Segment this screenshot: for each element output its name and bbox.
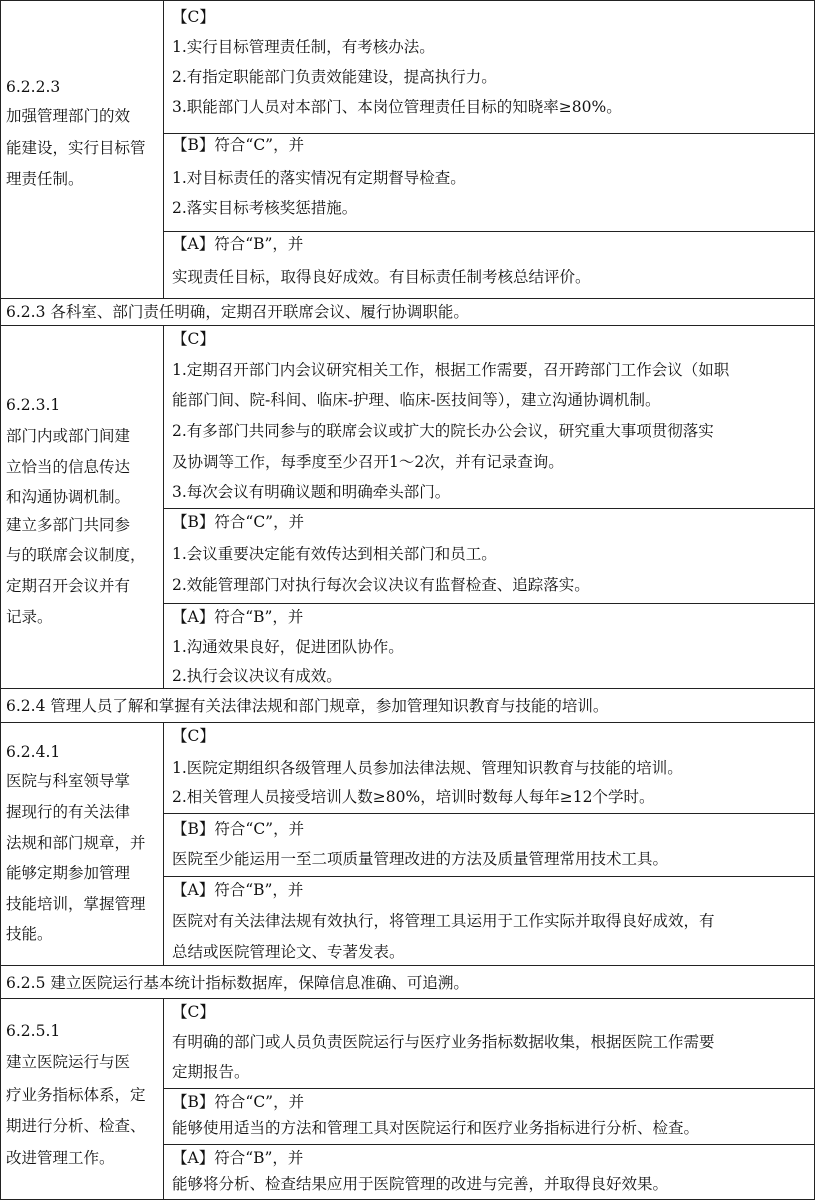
criterion-line: 能部门间、院-科间、临床-护理、临床-医技间等），建立沟通协调机制。 bbox=[172, 391, 661, 409]
item-description-line: 能建设，实行目标管 bbox=[6, 139, 146, 157]
criterion-line: 2.效能管理部门对执行每次会议决议有监督检查、追踪落实。 bbox=[172, 576, 590, 594]
table-rule bbox=[163, 325, 164, 688]
criterion-line: 能够使用适当的方法和管理工具对医院运行和医疗业务指标进行分析、检查。 bbox=[172, 1119, 700, 1137]
item-description-line: 能够定期参加管理 bbox=[6, 864, 131, 882]
criterion-line: 有明确的部门或人员负责医院运行与医疗业务指标数据收集，根据医院工作需要 bbox=[172, 1033, 715, 1051]
table-rule bbox=[163, 813, 815, 814]
section-heading: 6.2.4 管理人员了解和掌握有关法律法规和部门规章，参加管理知识教育与技能的培训。 bbox=[6, 697, 609, 715]
item-description-line: 定期召开会议并有 bbox=[6, 577, 131, 595]
table-rule bbox=[163, 876, 815, 877]
table-rule bbox=[0, 965, 815, 966]
table-rule bbox=[163, 1144, 815, 1145]
table-rule bbox=[0, 0, 815, 1]
item-description-line: 改进管理工作。 bbox=[6, 1149, 115, 1167]
item-code: 6.2.5.1 bbox=[6, 1022, 61, 1040]
item-description-line: 建立多部门共同参 bbox=[6, 516, 131, 534]
table-rule bbox=[163, 133, 815, 134]
criterion-line: 1.医院定期组织各级管理人员参加法律法规、管理知识教育与技能的培训。 bbox=[172, 759, 683, 777]
criterion-line: 3.每次会议有明确议题和明确牵头部门。 bbox=[172, 483, 451, 501]
grade-heading: 【C】 bbox=[172, 1003, 215, 1021]
table-rule bbox=[163, 998, 164, 1199]
item-code: 6.2.4.1 bbox=[6, 743, 61, 761]
table-rule bbox=[0, 325, 815, 326]
criterion-line: 能够将分析、检查结果应用于医院管理的改进与完善，并取得良好效果。 bbox=[172, 1175, 669, 1193]
grade-heading: 【B】符合“C”，并 bbox=[172, 1093, 305, 1111]
item-description-line: 技能。 bbox=[6, 925, 53, 943]
table-rule bbox=[163, 603, 815, 604]
grade-heading: 【A】符合“B”，并 bbox=[172, 1149, 304, 1167]
table-rule bbox=[0, 998, 815, 999]
criterion-line: 2.有多部门共同参与的联席会议或扩大的院长办公会议，研究重大事项贯彻落实 bbox=[172, 422, 714, 440]
criterion-line: 及协调等工作，每季度至少召开1～2次，并有记录查询。 bbox=[172, 453, 564, 471]
item-description-line: 握现行的有关法律 bbox=[6, 803, 131, 821]
table-rule bbox=[0, 688, 815, 689]
criterion-line: 2.相关管理人员接受培训人数≥80%，培训时数每人每年≥12个学时。 bbox=[172, 788, 655, 806]
item-description-line: 记录。 bbox=[6, 608, 53, 626]
criterion-line: 2.执行会议决议有成效。 bbox=[172, 667, 342, 685]
criterion-line: 1.定期召开部门内会议研究相关工作，根据工作需要，召开跨部门工作会议（如职 bbox=[172, 361, 730, 379]
grade-heading: 【C】 bbox=[172, 8, 215, 26]
criterion-line: 医院对有关法律法规有效执行，将管理工具运用于工作实际并取得良好成效，有 bbox=[172, 912, 715, 930]
item-description-line: 技能培训，掌握管理 bbox=[6, 895, 146, 913]
criterion-line: 2.有指定职能部门负责效能建设，提高执行力。 bbox=[172, 68, 497, 86]
table-rule bbox=[163, 231, 815, 232]
criterion-line: 1.实行目标管理责任制，有考核办法。 bbox=[172, 38, 435, 56]
table-rule bbox=[163, 722, 164, 965]
criterion-line: 总结或医院管理论文、专著发表。 bbox=[172, 943, 405, 961]
criterion-line: 1.沟通效果良好，促进团队协作。 bbox=[172, 638, 404, 656]
item-description-line: 立恰当的信息传达 bbox=[6, 458, 131, 476]
grade-heading: 【B】符合“C”，并 bbox=[172, 136, 305, 154]
section-heading: 6.2.3 各科室、部门责任明确，定期召开联席会议、履行协调职能。 bbox=[6, 303, 469, 321]
criterion-line: 1.会议重要决定能有效传达到相关部门和员工。 bbox=[172, 545, 497, 563]
criterion-line: 2.落实目标考核奖惩措施。 bbox=[172, 199, 358, 217]
item-description-line: 与的联席会议制度， bbox=[6, 546, 146, 564]
criterion-line: 实现责任目标，取得良好成效。有目标责任制考核总结评价。 bbox=[172, 268, 591, 286]
item-description-line: 部门内或部门间建 bbox=[6, 427, 131, 445]
table-rule bbox=[163, 0, 164, 298]
grade-heading: 【A】符合“B”，并 bbox=[172, 235, 304, 253]
item-description-line: 理责任制。 bbox=[6, 170, 84, 188]
table-rule bbox=[0, 298, 815, 299]
item-description-line: 期进行分析、检查、 bbox=[6, 1117, 146, 1135]
item-description-line: 法规和部门规章，并 bbox=[6, 834, 146, 852]
grade-heading: 【A】符合“B”，并 bbox=[172, 608, 304, 626]
item-description-line: 加强管理部门的效 bbox=[6, 107, 131, 125]
grade-heading: 【C】 bbox=[172, 727, 215, 745]
grade-heading: 【C】 bbox=[172, 330, 215, 348]
grade-heading: 【B】符合“C”，并 bbox=[172, 513, 305, 531]
grade-heading: 【A】符合“B”，并 bbox=[172, 881, 304, 899]
item-description-line: 医院与科室领导掌 bbox=[6, 772, 131, 790]
section-heading: 6.2.5 建立医院运行基本统计指标数据库，保障信息准确、可追溯。 bbox=[6, 974, 469, 992]
criterion-line: 医院至少能运用一至二项质量管理改进的方法及质量管理常用技术工具。 bbox=[172, 850, 669, 868]
table-rule bbox=[0, 0, 1, 1200]
criterion-line: 3.职能部门人员对本部门、本岗位管理责任目标的知晓率≥80%。 bbox=[172, 98, 622, 116]
grade-heading: 【B】符合“C”，并 bbox=[172, 820, 305, 838]
table-rule bbox=[163, 1088, 815, 1089]
table-rule bbox=[0, 722, 815, 723]
item-code: 6.2.3.1 bbox=[6, 396, 61, 414]
item-code: 6.2.2.3 bbox=[6, 78, 61, 96]
criterion-line: 定期报告。 bbox=[172, 1063, 250, 1081]
criterion-line: 1.对目标责任的落实情况有定期督导检查。 bbox=[172, 169, 466, 187]
item-description-line: 疗业务指标体系，定 bbox=[6, 1086, 146, 1104]
item-description-line: 和沟通协调机制。 bbox=[6, 488, 131, 506]
item-description-line: 建立医院运行与医 bbox=[6, 1053, 131, 1071]
table-rule bbox=[163, 508, 815, 509]
